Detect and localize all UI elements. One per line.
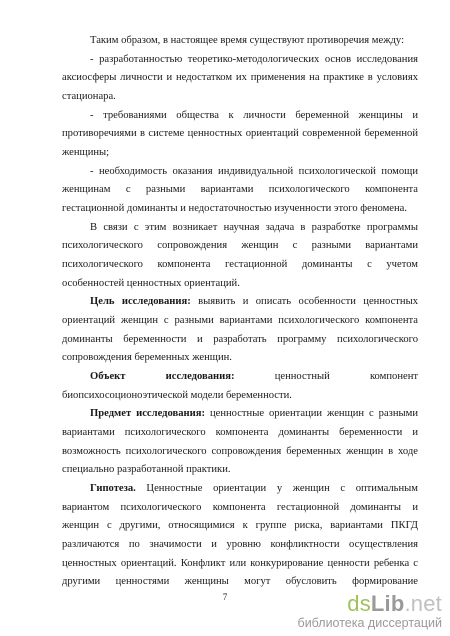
text-line: женщин с другими, относящимися к группе риска, вариантами ПКГД	[62, 520, 418, 531]
text-line	[62, 295, 418, 309]
heading-label: Предмет исследования:	[90, 408, 206, 419]
text-line: - требованиями общества к личности беременной женщины и	[90, 110, 418, 121]
text-line: ориентаций женщин с разными вариантами психологического компонента	[62, 315, 418, 326]
text-line: особенностей ценностных ориентаций.	[62, 278, 240, 289]
text-line: доминанты беременности и разработать программу психологического	[62, 334, 418, 345]
text-line	[62, 482, 418, 496]
text-line	[62, 370, 418, 384]
text-line: психологического сопровождения женщин с разными вариантами	[62, 240, 418, 251]
text-line: различаются по значимости и уровню конфликтности осуществления	[62, 539, 418, 550]
watermark-logo	[278, 592, 442, 632]
text-line: психологического компонента гестационной доминанты с учетом	[62, 259, 418, 270]
text-line: аксиосферы личности и недостатком их применения на практике в условиях	[62, 72, 418, 83]
text-fragment: выявить и описать особенности ценностных	[190, 296, 418, 307]
watermark-lib: Lib	[370, 591, 405, 616]
text-line: - разработанностью теоретико-методологических основ исследования	[90, 54, 418, 65]
heading-label: Объект исследования:	[90, 371, 235, 382]
heading-label: Цель исследования:	[90, 296, 191, 307]
text-line: стационара.	[62, 91, 116, 102]
text-line: женщины;	[62, 147, 110, 158]
watermark-brand	[347, 592, 442, 616]
watermark-ds: ds	[347, 591, 371, 616]
text-line: возможность психологического сопровождения беременных женщин в ходе	[62, 446, 418, 457]
text-line: гестационной доминанты и недостаточностью изученности этого феномена.	[62, 203, 408, 214]
heading-label: Гипотеза.	[90, 483, 136, 494]
text-line: женщинам с разными вариантами психологического компонента	[62, 184, 418, 195]
text-line: В связи с этим возникает научная задача в разработке программы	[90, 222, 418, 233]
page-number: 7	[222, 592, 228, 602]
watermark-subtitle: библиотека диссертаций	[297, 616, 442, 630]
text-line: ценностных ориентаций. Конфликт или конкурирование ценности ребенка с	[62, 558, 418, 569]
text-line: вариантом психологического компонента гестационной доминанты и	[62, 502, 418, 513]
text-fragment: Ценностные ориентации у женщин с оптимальным	[135, 483, 418, 494]
text-line: Таким образом, в настоящее время существуют противоречия между:	[90, 35, 405, 46]
text-line	[62, 407, 418, 421]
text-line: биопсихосоционоэтической модели беременности.	[62, 390, 292, 401]
watermark-net: .net	[404, 591, 442, 616]
text-line: сопровождения беременных женщин.	[62, 352, 232, 363]
text-line: - необходимость оказания индивидуальной психологической помощи	[90, 166, 418, 177]
text-fragment: ценностные ориентации женщин с разными	[205, 408, 419, 419]
text-fragment: ценностный компонент	[234, 371, 418, 382]
text-line: другими ценностями женщины могут обусловить формирование	[62, 576, 418, 587]
text-line: противоречиями в системе ценностных ориентаций современной беременной	[62, 128, 418, 139]
text-line: вариантами психологического компонента доминанты беременности и	[62, 427, 418, 438]
text-line: специально разработанной практики.	[62, 464, 231, 475]
